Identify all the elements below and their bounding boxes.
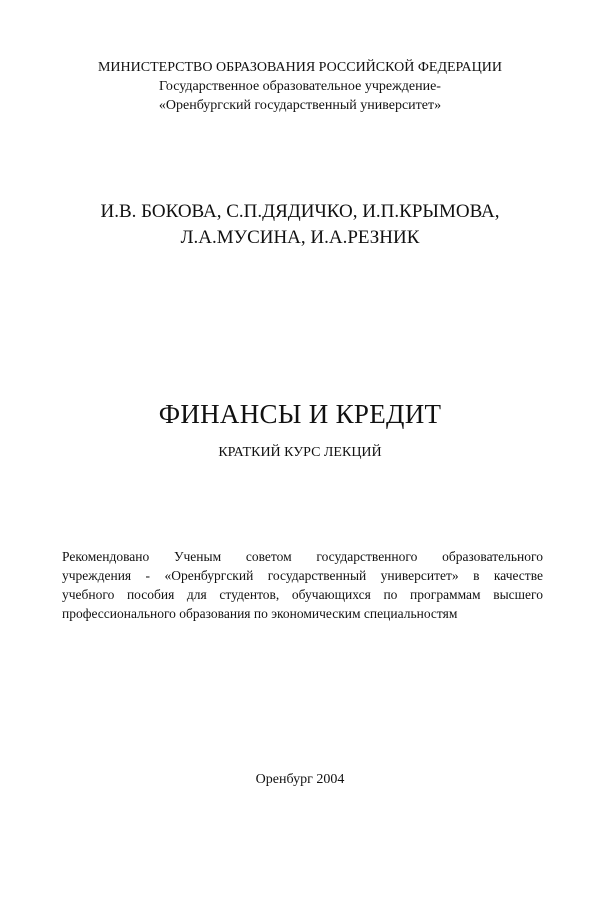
recommendation-line-2: учреждения - «Оренбургский государственный университет» в качестве <box>62 568 543 583</box>
authors-block <box>0 199 600 251</box>
institution-type: Государственное образовательное учреждение- <box>159 79 441 94</box>
university-name: «Оренбургский государственный университет» <box>158 98 442 113</box>
recommendation-paragraph <box>62 547 543 623</box>
recommendation-line-4: профессионального образования по экономическим специальностям <box>62 606 458 621</box>
ministry-name: МИНИСТЕРСТВО ОБРАЗОВАНИЯ РОССИЙСКОЙ ФЕДЕРАЦИИ <box>97 60 502 75</box>
ministry-header <box>0 58 600 115</box>
recommendation-line-1: Рекомендовано Ученым советом государственного образовательного <box>62 549 543 564</box>
authors-line-1: И.В. БОКОВА, С.П.ДЯДИЧКО, И.П.КРЫМОВА, <box>100 201 500 222</box>
place-and-year: Оренбург 2004 <box>255 772 345 787</box>
authors-line-2: Л.А.МУСИНА, И.А.РЕЗНИК <box>180 227 420 248</box>
recommendation-line-3: учебного пособия для студентов, обучающихся по программам высшего <box>62 587 543 602</box>
document-title: ФИНАНСЫ И КРЕДИТ <box>158 399 442 429</box>
document-subtitle: КРАТКИЙ КУРС ЛЕКЦИЙ <box>218 445 382 460</box>
